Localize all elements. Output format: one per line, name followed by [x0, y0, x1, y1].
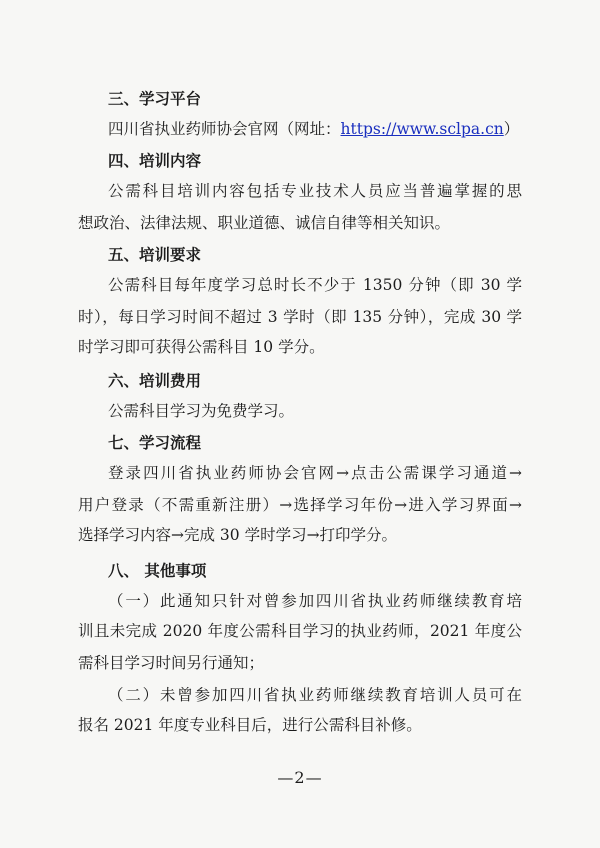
- paragraph-line: 公需科目培训内容包括专业技术人员应当普遍掌握的思: [108, 182, 522, 200]
- paragraph-line: 时），每日学习时间不超过 3 学时（即 135 分钟），完成 30 学: [78, 308, 522, 326]
- paragraph-line: 用户登录（不需重新注册）→选择学习年份→进入学习界面→: [78, 496, 522, 514]
- paragraph-line: （二）未曾参加四川省执业药师继续教育培训人员可在: [108, 686, 522, 704]
- paragraph-line: 公需科目每年度学习总时长不少于 1350 分钟（即 30 学: [108, 276, 522, 294]
- platform-suffix: ）: [503, 120, 520, 138]
- heading-training-requirements: 五、培训要求: [108, 246, 202, 264]
- platform-line: [108, 118, 519, 140]
- paragraph-line: 报名 2021 年度专业科目后，进行公需科目补修。: [78, 716, 422, 734]
- heading-learning-platform: 三、学习平台: [108, 90, 202, 108]
- heading-other-matters: 八、 其他事项: [108, 562, 207, 580]
- paragraph-line: 选择学习内容→完成 30 学时学习→打印学分。: [78, 526, 398, 544]
- paragraph-line: 想政治、法律法规、职业道德、诚信自律等相关知识。: [78, 214, 451, 232]
- platform-url-link[interactable]: https://www.sclpa.cn: [340, 120, 504, 138]
- heading-learning-process: 七、学习流程: [108, 434, 202, 452]
- paragraph-line: 时学习即可获得公需科目 10 学分。: [78, 338, 325, 356]
- page-number: —2—: [277, 768, 323, 787]
- paragraph-line: 训且未完成 2020 年度公需科目学习的执业药师，2021 年度公: [78, 622, 522, 640]
- paragraph-line: 需科目学习时间另行通知；: [78, 654, 265, 672]
- paragraph-line: （一）此通知只针对曾参加四川省执业药师继续教育培: [108, 592, 522, 610]
- paragraph-line: 公需科目学习为免费学习。: [108, 402, 295, 420]
- paragraph-line: 登录四川省执业药师协会官网→点击公需课学习通道→: [108, 464, 522, 482]
- heading-training-content: 四、培训内容: [108, 152, 202, 170]
- heading-training-fees: 六、培训费用: [108, 372, 202, 390]
- platform-prefix: 四川省执业药师协会官网（网址：: [108, 120, 341, 138]
